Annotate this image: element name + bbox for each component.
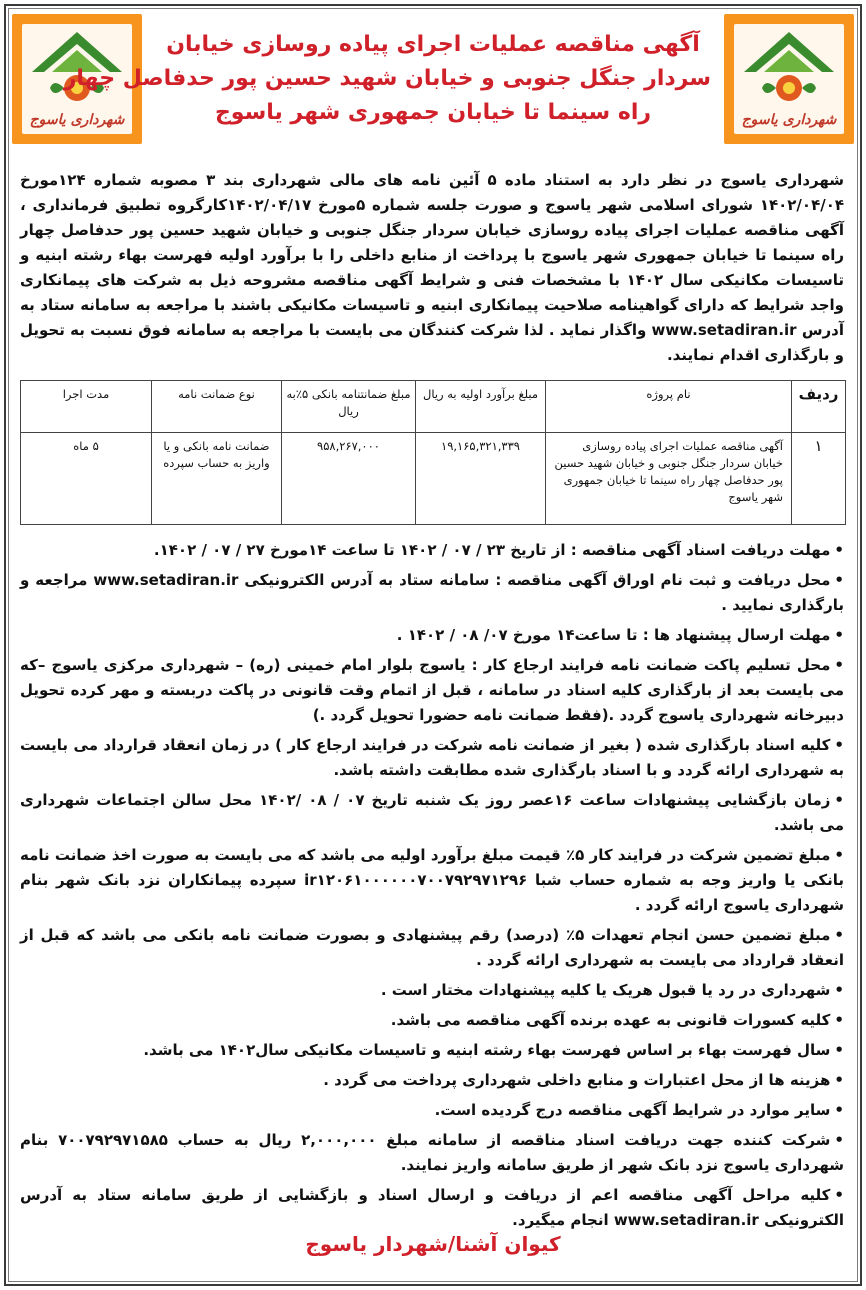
header-project: نام پروژه [546, 381, 792, 433]
header [10, 10, 856, 148]
title-line: آگهی مناقصه عملیات اجرای پیاده روسازی خیابان [166, 32, 700, 57]
header-guarantee-type: نوع ضمانت نامه [152, 381, 282, 433]
cell-guarantee-type: ضمانت نامه بانکی و یا واریز به حساب سپرده [152, 433, 282, 525]
list-item: •مهلت دریافت اسناد آگهی مناقصه : از تاریخ ۲۳ / ۰۷ / ۱۴۰۲ تا ساعت ۱۴مورخ ۲۷ / ۰۷ / ۱۴۰۲. [153, 541, 844, 559]
list-item: •کلیه کسورات قانونی به عهده برنده آگهی مناقصه می باشد. [390, 1011, 844, 1029]
signature: کیوان آشنا/شهردار یاسوج [305, 1232, 561, 1256]
cell-guarantee-amount: ۹۵۸,۲۶۷,۰۰۰ [282, 433, 416, 525]
list-item: •محل دریافت و ثبت نام اوراق آگهی مناقصه : سامانه ستاد به آدرس الکترونیکی www.setadiran.ir مراجعه و بارگذاری نمایید . [20, 571, 845, 614]
list-item: •زمان بازگشایی پیشنهادات ساعت ۱۶عصر روز یک شنبه تاریخ ۰۷ / ۰۸ /۱۴۰۲ محل سالن اجتماعات شهرداری می باشد. [20, 791, 844, 834]
header-guarantee-amount: مبلغ ضمانتنامه بانکی ۵٪به ریال [282, 381, 416, 433]
list-item: •سایر موارد در شرایط آگهی مناقصه درج گردیده است. [434, 1101, 844, 1119]
cell-duration: ۵ ماه [21, 433, 152, 525]
list-item: •شهرداری در رد یا قبول هریک یا کلیه پیشنهادات مختار است . [380, 981, 844, 999]
intro-paragraph: شهرداری یاسوج در نظر دارد به استناد ماده ۵ آئین نامه های مالی شهرداری بند ۳ مصوبه شماره ۱۲۴مورخ ۱۴۰۲/۰۴/۰۴ شورای اسلامی شهر یاسوج و صورت جلسه شماره ۵مورخ ۱۴۰۲/۰۴/۱۷کارگروه تطبیق فرمانداری ، آگهی مناقصه عملیات اجرای پیاده روسازی خیابان سردار جنگل جنوبی و خیابان شهید حسین پور حدفاصل چهار راه سینما تا خیابان جمهوری شهر یاسوج با پرداخت از منابع داخلی را با برآورد اولیه فهرست بهاء رشته ابنیه و تاسیسات مکانیکی سال ۱۴۰۲ با مشخصات فنی و شرایط آگهی مناقصه مشروحه ذیل به شرکت های پیمانکاری واجد شرایط که دارای گواهینامه صلاحیت پیمانکاری ابنیه و تاسیسات مکانیکی باشند با مراجعه به سامانه ستاد به آدرس www.setadiran.ir واگذار نماید . لذا شرکت کنندگان می بایست با مراجعه به سامانه فوق نسبت به تحویل و بارگذاری اقدام نمایند. [20, 171, 845, 364]
table-row [21, 433, 846, 525]
header-radif: ردیف [792, 381, 846, 433]
list-item: •هزینه ها از محل اعتبارات و منابع داخلی شهرداری پرداخت می گردد . [323, 1071, 844, 1089]
list-item: •شرکت کننده جهت دریافت اسناد مناقصه از سامانه مبلغ ۲,۰۰۰,۰۰۰ ریال به حساب ۷۰۰۷۹۲۹۷۱۵۸۵ بنام شهرداری یاسوج نزد بانک شهر از طریق سامانه واریز نمایند. [20, 1131, 844, 1174]
cell-radif: ۱ [792, 433, 846, 525]
list-item: •سال فهرست بهاء بر اساس فهرست بهاء رشته ابنیه و تاسیسات مکانیکی سال۱۴۰۲ می باشد. [143, 1041, 844, 1059]
logo-label: شهرداری یاسوج [29, 112, 125, 128]
tender-table [20, 380, 846, 525]
header-estimate: مبلغ برآورد اولیه به ریال [416, 381, 546, 433]
title-line: راه سینما تا خیابان جمهوری شهر یاسوج [214, 100, 652, 125]
cell-project: آگهی مناقصه عملیات اجرای پیاده روسازی خیابان سردار جنگل جنوبی و خیابان شهید حسین پور حدفاصل چهار راه سینما تا خیابان جمهوری شهر یاسوج [546, 433, 792, 525]
title-line: سردار جنگل جنوبی و خیابان شهید حسین پور حدفاصل چهار [63, 66, 711, 91]
list-item: •محل تسلیم پاکت ضمانت نامه فرایند ارجاع کار : یاسوج بلوار امام خمینی (ره) – شهرداری مرکزی یاسوج –که می بایست بعد از بارگذاری کلیه اسناد در سامانه ، قبل از اتمام وقت قانونی در پاکت دربسته و مهر کرده تحویل دبیرخانه شهرداری یاسوج گردد .(فقط ضمانت نامه حضورا تحویل گردد .) [20, 656, 844, 724]
conditions-list [20, 538, 844, 1238]
list-item: •مبلغ تضمین حسن انجام تعهدات ۵٪ (درصد) رقم پیشنهادی و بصورت ضمانت نامه بانکی می باشد که قبل از انعقاد قرارداد می بایست به شهرداری ارائه گردد . [20, 926, 844, 969]
municipality-logo-right [724, 14, 854, 144]
logo-label: شهرداری یاسوج [741, 112, 837, 128]
list-item: •مبلغ تضمین شرکت در فرایند کار ۵٪ قیمت مبلغ برآورد اولیه می باشد که می بایست به صورت اخذ ضمانت نامه بانکی یا واریز وجه به شماره حساب شبا ir۱۲۰۶۱۰۰۰۰۰۰۷۰۰۷۹۲۹۷۱۲۹۶ سپرده پیمانکاران نزد بانک شهر بنام شهرداری یاسوج ارائه گردد . [20, 846, 845, 914]
list-item: •کلیه اسناد بارگذاری شده ( بغیر از ضمانت نامه شرکت در فرایند ارجاع کار ) در زمان انعقاد قرارداد می بایست به شهرداری ارائه گردد و با اسناد بارگذاری شده مطابقت داشته باشد. [20, 736, 844, 779]
list-item: •کلیه مراحل آگهی مناقصه اعم از دریافت و ارسال اسناد و بازگشایی از طریق سامانه ستاد به آدرس الکترونیکی www.setadiran.ir انجام میگیرد. [20, 1186, 844, 1229]
cell-estimate: ۱۹,۱۶۵,۳۲۱,۳۳۹ [416, 433, 546, 525]
list-item: •مهلت ارسال پیشنهاد ها : تا ساعت۱۴ مورخ ۰۷/ ۰۸ / ۱۴۰۲ . [396, 626, 844, 644]
header-duration: مدت اجرا [21, 381, 152, 433]
table-header-row [21, 381, 846, 433]
